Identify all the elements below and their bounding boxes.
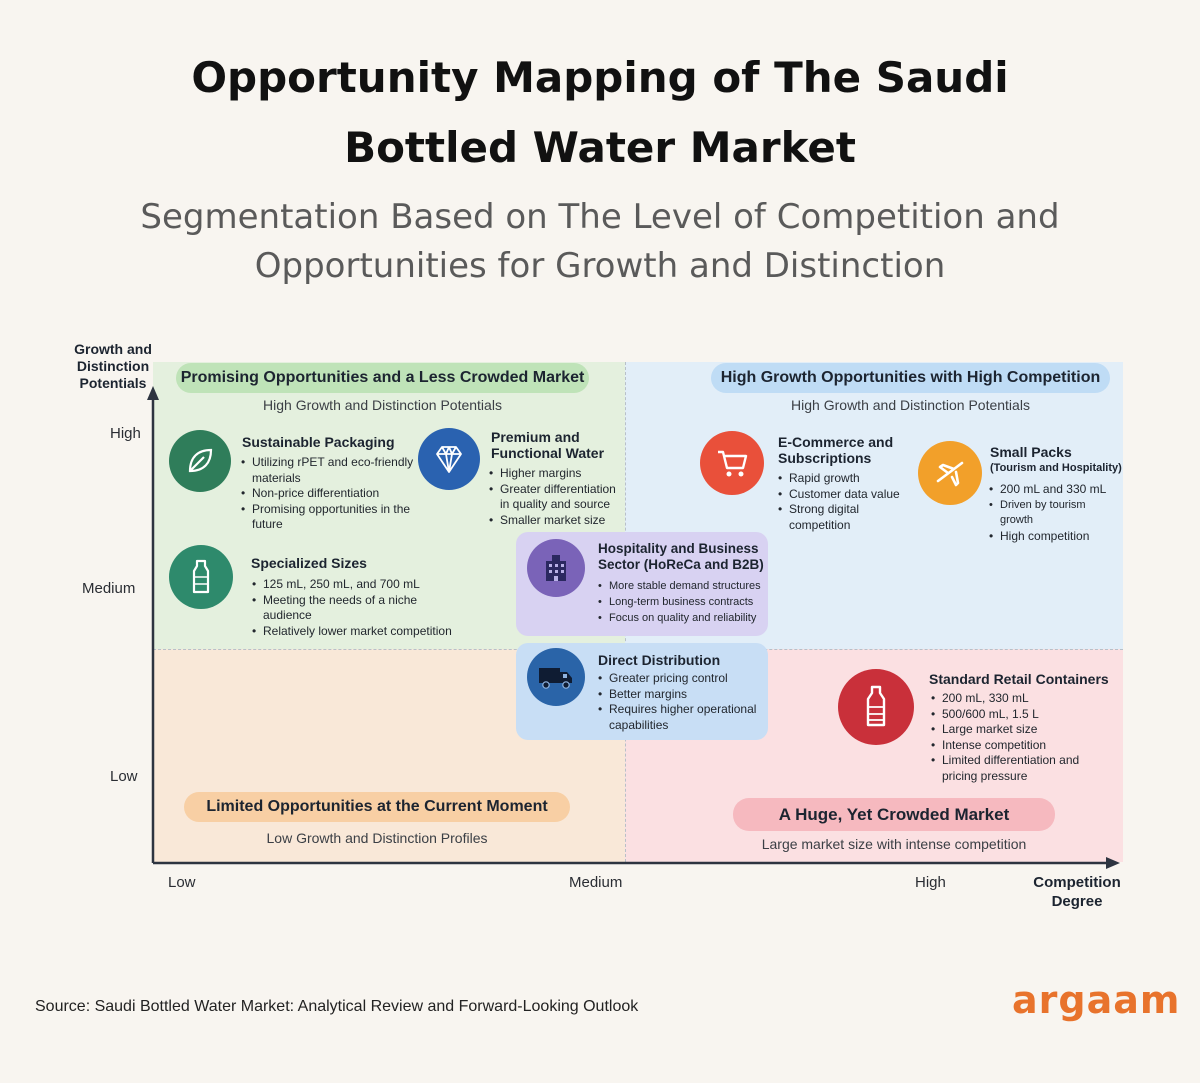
list-item: • Promising opportunities in the future	[240, 502, 420, 533]
hospitality-title: Hospitality and Business Sector (HoReCa and B2B)	[598, 541, 764, 572]
y-tick-high: High	[110, 425, 141, 442]
building-icon	[527, 539, 585, 597]
small-packs-title: Small Packs	[990, 444, 1072, 460]
list-item: • Large market size	[930, 722, 1080, 738]
list-item: • Focus on quality and reliability	[597, 610, 767, 626]
list-item: • Strong digital competition	[777, 502, 912, 533]
list-item: • Greater pricing control	[597, 671, 762, 687]
quadrant-subtitle-bottom-right: Large market size with intense competition	[761, 836, 1027, 852]
page-subtitle-line-2: Opportunities for Growth and Distinction	[254, 246, 946, 286]
quadrant-subtitle-bottom-left: Low Growth and Distinction Profiles	[266, 830, 488, 846]
standard-retail-bullets	[930, 691, 1080, 784]
small-packs-subtitle: (Tourism and Hospitality)	[990, 462, 1122, 474]
list-item: • Driven by tourism growth	[988, 498, 1120, 529]
y-axis-title: Growth and Distinction Potentials	[74, 341, 152, 391]
x-tick-high: High	[915, 874, 946, 891]
list-item: • Intense competition	[930, 738, 1080, 754]
quadrant-title-top-right: High Growth Opportunities with High Competition	[711, 363, 1110, 393]
quadrant-subtitle-top-right: High Growth and Distinction Potentials	[791, 397, 1030, 413]
sustainable-packaging-title: Sustainable Packaging	[242, 434, 395, 450]
list-item: • Utilizing rPET and eco-friendly materials	[240, 455, 420, 486]
page-subtitle-line-1: Segmentation Based on The Level of Competition and	[140, 197, 1060, 237]
page-title-line-2: Bottled Water Market	[344, 123, 856, 172]
direct-distribution-bullets	[597, 671, 762, 733]
list-item: • Requires higher operational capabilities	[597, 702, 762, 733]
list-item: • More stable demand structures	[597, 578, 767, 594]
quadrant-title-bottom-left: Limited Opportunities at the Current Moment	[184, 792, 570, 822]
specialized-sizes-title: Specialized Sizes	[251, 555, 367, 571]
x-tick-low: Low	[168, 874, 196, 891]
sustainable-packaging-bullets	[240, 455, 420, 533]
bottle-icon	[838, 669, 914, 745]
list-item: • Better margins	[597, 687, 762, 703]
list-item: • Limited differentiation and pricing pressure	[930, 753, 1080, 784]
list-item: • 200 mL and 330 mL	[988, 482, 1120, 498]
airplane-icon	[918, 441, 982, 505]
quadrant-title-top-left: Promising Opportunities and a Less Crowded Market	[176, 363, 589, 393]
small-packs-bullets	[988, 482, 1120, 544]
list-item: • Smaller market size	[488, 513, 626, 529]
diamond-icon	[418, 428, 480, 490]
list-item: • 500/600 mL, 1.5 L	[930, 707, 1080, 723]
list-item: • Meeting the needs of a niche audience	[251, 593, 433, 624]
specialized-sizes-bullets	[251, 577, 481, 639]
hospitality-bullets	[597, 578, 767, 626]
list-item: • 125 mL, 250 mL, and 700 mL	[251, 577, 481, 593]
premium-water-title: Premium and Functional Water	[491, 429, 605, 461]
list-item: • Relatively lower market competition	[251, 624, 481, 640]
quadrant-title-bottom-right: A Huge, Yet Crowded Market	[733, 798, 1055, 831]
argaam-logo: argaam	[1012, 978, 1181, 1022]
x-axis-title: Competition Degree	[1033, 874, 1121, 910]
source-note: Source: Saudi Bottled Water Market: Analytical Review and Forward-Looking Outlook	[35, 998, 639, 1015]
ecommerce-title: E-Commerce and Subscriptions	[778, 434, 894, 466]
list-item: • Rapid growth	[777, 471, 912, 487]
standard-retail-title: Standard Retail Containers	[929, 671, 1109, 687]
ecommerce-bullets	[777, 471, 912, 533]
bottle-icon	[169, 545, 233, 609]
list-item: • Long-term business contracts	[597, 594, 767, 610]
y-tick-low: Low	[110, 768, 138, 785]
list-item: • High competition	[988, 529, 1120, 545]
x-tick-medium: Medium	[569, 874, 623, 891]
truck-icon	[527, 648, 585, 706]
y-tick-medium: Medium	[82, 580, 136, 597]
page-title-line-1: Opportunity Mapping of The Saudi	[191, 53, 1009, 102]
leaf-icon	[169, 430, 231, 492]
list-item: • Customer data value	[777, 487, 912, 503]
list-item: • Non-price differentiation	[240, 486, 420, 502]
list-item: • Higher margins	[488, 466, 626, 482]
list-item: • 200 mL, 330 mL	[930, 691, 1080, 707]
quadrant-subtitle-top-left: High Growth and Distinction Potentials	[263, 397, 502, 413]
list-item: • Greater differentiation in quality and source	[488, 482, 626, 513]
premium-water-bullets	[488, 466, 626, 528]
cart-icon	[700, 431, 764, 495]
direct-distribution-title: Direct Distribution	[598, 652, 721, 668]
